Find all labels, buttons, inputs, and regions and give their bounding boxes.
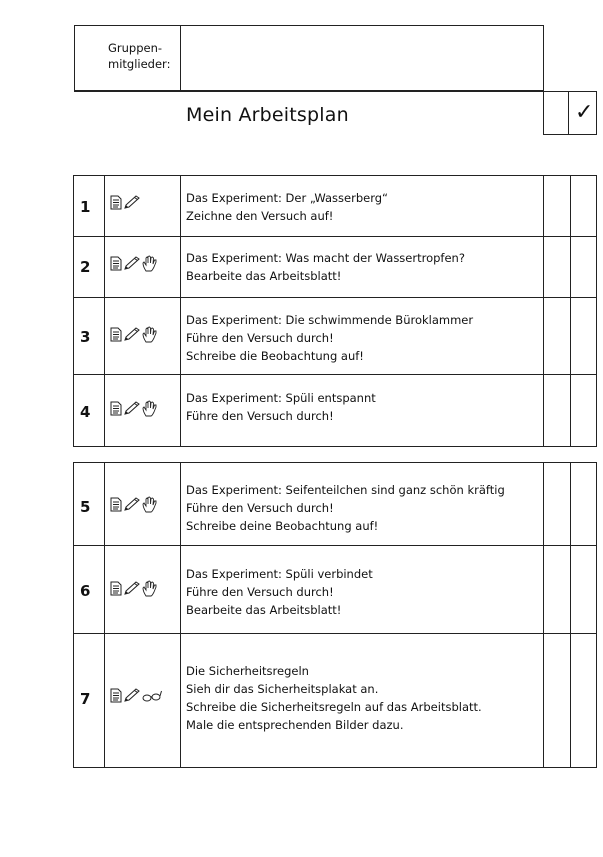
task-line: Sieh dir das Sicherheitsplakat an. bbox=[186, 682, 379, 696]
task-line: Schreibe deine Beobachtung auf! bbox=[186, 519, 379, 533]
task-description bbox=[186, 311, 473, 365]
hand-icon bbox=[142, 400, 158, 417]
col-divider-num bbox=[104, 175, 105, 447]
check-cell-verified[interactable] bbox=[571, 680, 596, 710]
glasses-icon bbox=[142, 689, 162, 703]
pencil-icon bbox=[123, 327, 141, 342]
document-icon bbox=[110, 688, 122, 703]
row-icons bbox=[110, 195, 141, 210]
pencil-icon bbox=[123, 497, 141, 512]
row-divider bbox=[73, 633, 597, 634]
document-icon bbox=[110, 497, 122, 512]
hand-icon bbox=[142, 255, 158, 272]
title-check-divider bbox=[568, 91, 569, 134]
task-line: Das Experiment: Die schwimmende Büroklammer bbox=[186, 313, 474, 327]
task-description bbox=[186, 389, 376, 425]
row-number: 5 bbox=[80, 498, 91, 516]
row-number: 6 bbox=[80, 582, 91, 600]
check-cell-done[interactable] bbox=[544, 393, 570, 423]
check-cell-done[interactable] bbox=[544, 488, 570, 518]
row-divider bbox=[73, 297, 597, 298]
check-cell-done[interactable] bbox=[544, 188, 570, 218]
task-line: Schreibe die Sicherheitsregeln auf das Arbeitsblatt. bbox=[186, 700, 482, 714]
task-line: Das Experiment: Spüli verbindet bbox=[186, 567, 373, 581]
document-icon bbox=[110, 327, 122, 342]
title-end-border bbox=[596, 91, 597, 134]
row-divider bbox=[73, 374, 597, 375]
title-underline bbox=[74, 91, 597, 92]
title-right-divider bbox=[543, 91, 544, 134]
document-icon bbox=[110, 195, 122, 210]
document-icon bbox=[110, 256, 122, 271]
row-number: 4 bbox=[80, 403, 91, 421]
group-members-label-line2: mitglieder: bbox=[108, 57, 171, 71]
task-line: Führe den Versuch durch! bbox=[186, 585, 334, 599]
row-icons bbox=[110, 688, 162, 703]
task-description bbox=[186, 249, 465, 285]
row-divider bbox=[73, 545, 597, 546]
pencil-icon bbox=[123, 195, 141, 210]
task-line: Zeichne den Versuch auf! bbox=[186, 209, 334, 223]
hand-icon bbox=[142, 496, 158, 513]
check-cell-done[interactable] bbox=[544, 248, 570, 278]
row-icons bbox=[110, 580, 158, 597]
row-number: 7 bbox=[80, 690, 91, 708]
check-cell-verified[interactable] bbox=[571, 188, 596, 218]
task-description bbox=[186, 662, 482, 734]
row-icons bbox=[110, 400, 158, 417]
check-cell-done[interactable] bbox=[544, 680, 570, 710]
task-line: Führe den Versuch durch! bbox=[186, 501, 334, 515]
task-line: Bearbeite das Arbeitsblatt! bbox=[186, 269, 342, 283]
task-line: Male die entsprechenden Bilder dazu. bbox=[186, 718, 404, 732]
check-cell-done[interactable] bbox=[544, 572, 570, 602]
check-cell-verified[interactable] bbox=[571, 318, 596, 348]
row-icons bbox=[110, 255, 158, 272]
task-line: Das Experiment: Seifenteilchen sind ganz schön kräftig bbox=[186, 483, 505, 497]
row-icons bbox=[110, 496, 158, 513]
page-title: Mein Arbeitsplan bbox=[186, 104, 349, 126]
group-members-field[interactable] bbox=[181, 26, 543, 90]
document-icon bbox=[110, 401, 122, 416]
col-divider-num-2 bbox=[104, 462, 105, 768]
document-icon bbox=[110, 581, 122, 596]
task-line: Das Experiment: Der „Wasserberg“ bbox=[186, 191, 389, 205]
row-divider bbox=[73, 236, 597, 237]
check-cell-verified[interactable] bbox=[571, 248, 596, 278]
task-line: Das Experiment: Was macht der Wassertropfen? bbox=[186, 251, 465, 265]
pencil-icon bbox=[123, 401, 141, 416]
task-description bbox=[186, 481, 505, 535]
check-cell-verified[interactable] bbox=[571, 572, 596, 602]
pencil-icon bbox=[123, 581, 141, 596]
task-line: Die Sicherheitsregeln bbox=[186, 664, 309, 678]
task-description bbox=[186, 565, 373, 619]
group-members-label-line1: Gruppen- bbox=[108, 41, 163, 55]
row-number: 2 bbox=[80, 258, 91, 276]
group-members-label bbox=[108, 40, 178, 72]
col-divider-icons bbox=[180, 175, 181, 447]
title-bottom-line bbox=[543, 134, 597, 135]
task-line: Führe den Versuch durch! bbox=[186, 409, 334, 423]
task-line: Führe den Versuch durch! bbox=[186, 331, 334, 345]
hand-icon bbox=[142, 326, 158, 343]
check-cell-verified[interactable] bbox=[571, 488, 596, 518]
hand-icon bbox=[142, 580, 158, 597]
pencil-icon bbox=[123, 688, 141, 703]
row-number: 3 bbox=[80, 328, 91, 346]
task-line: Das Experiment: Spüli entspannt bbox=[186, 391, 376, 405]
task-description bbox=[186, 189, 388, 225]
pencil-icon bbox=[123, 256, 141, 271]
col-divider-icons-2 bbox=[180, 462, 181, 768]
check-mark-icon: ✓ bbox=[575, 100, 594, 125]
task-line: Schreibe die Beobachtung auf! bbox=[186, 349, 364, 363]
check-cell-done[interactable] bbox=[544, 318, 570, 348]
task-line: Bearbeite das Arbeitsblatt! bbox=[186, 603, 342, 617]
check-cell-verified[interactable] bbox=[571, 393, 596, 423]
row-icons bbox=[110, 326, 158, 343]
row-number: 1 bbox=[80, 198, 91, 216]
